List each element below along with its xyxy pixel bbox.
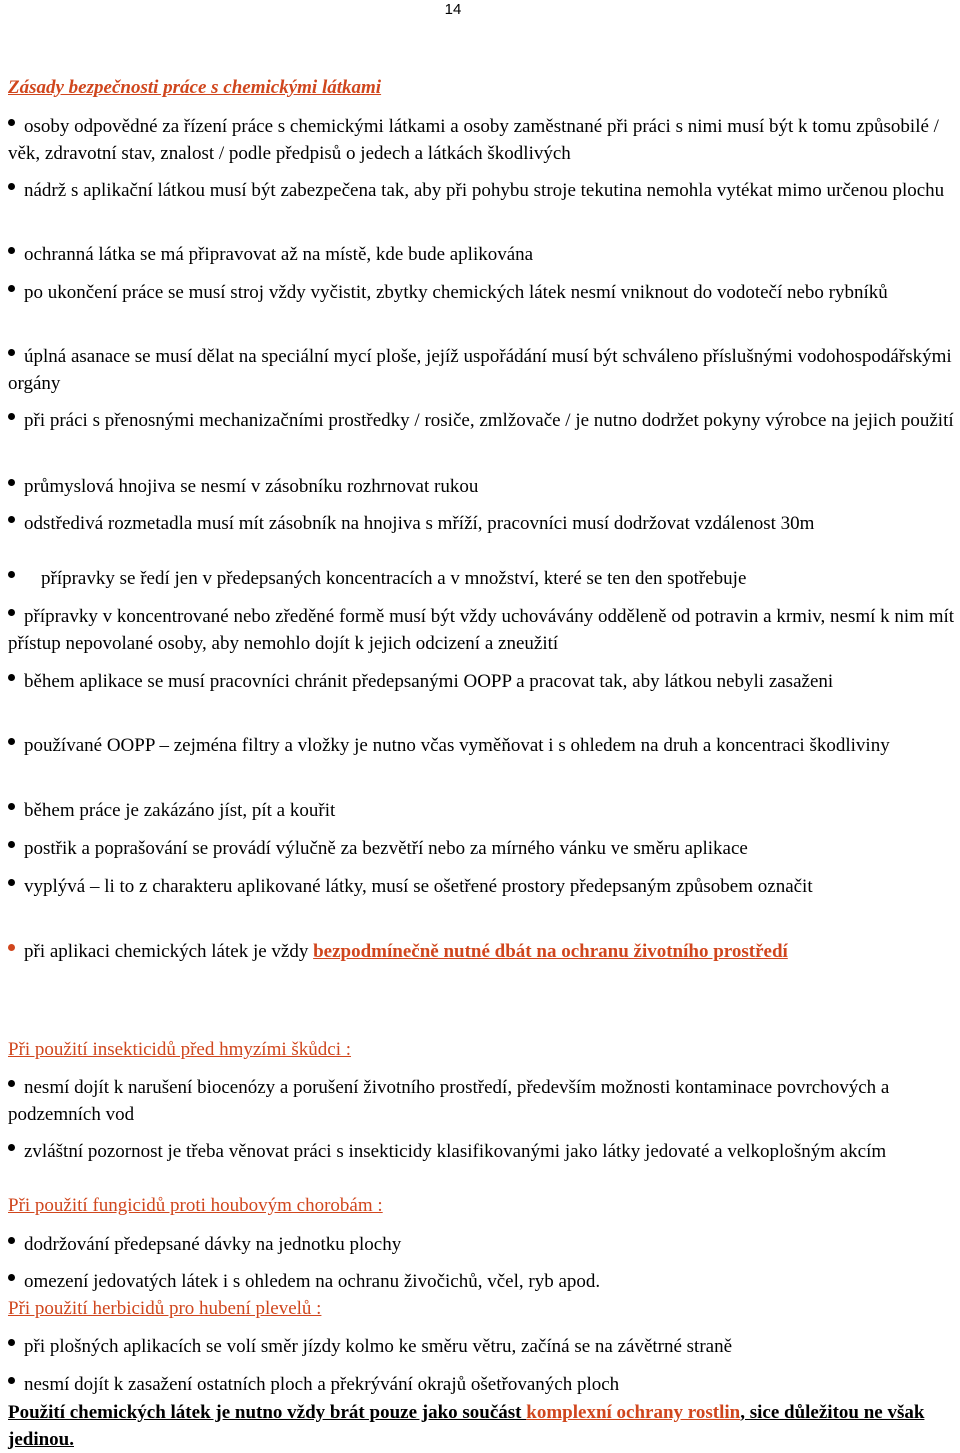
bullet-icon xyxy=(8,1274,15,1281)
list-item xyxy=(8,732,958,759)
list-item xyxy=(8,1333,958,1360)
list-item-text: dodržování předepsané dávky na jednotku plochy xyxy=(24,1234,402,1255)
list-item xyxy=(8,241,958,268)
bullet-icon xyxy=(8,479,15,486)
list-item-text: přípravky se ředí jen v předepsaných koncentracích a v množství, které se ten den spotřebuje xyxy=(41,568,747,589)
list-item xyxy=(8,510,958,537)
list-item-text: postřik a poprašování se provádí výlučně za bezvětří nebo za mírného vánku ve směru aplikace xyxy=(24,838,748,859)
bullet-icon xyxy=(8,841,15,848)
bullet-icon xyxy=(8,1377,15,1384)
insecticides-heading: Při použití insekticidů před hmyzími škůdci : xyxy=(8,1039,352,1060)
bullet-icon xyxy=(8,944,15,951)
bullet-icon xyxy=(8,516,15,523)
list-item-text: vyplývá – li to z charakteru aplikované látky, musí se ošetřené prostory předepsaným způsobem označit xyxy=(24,876,813,897)
bullet-icon xyxy=(8,1144,15,1151)
list-item xyxy=(8,1138,958,1165)
list-item-text: nádrž s aplikační látkou musí být zabezpečena tak, aby při pohybu stroje tekutina nemohla vytékat mimo určenou plochu xyxy=(24,180,945,201)
list-item-text: při práci s přenosnými mechanizačními prostředky / rosiče, zmlžovače / je nutno dodržet pokyny výrobce na jejich použití xyxy=(24,410,954,431)
list-item-text: během aplikace se musí pracovníci chránit předepsanými OOPP a pracovat tak, aby látkou nebyli zasaženi xyxy=(24,671,834,692)
list-item-text: používané OOPP – zejména filtry a vložky je nutno včas vyměňovat i s ohledem na druh a koncentraci škodliviny xyxy=(24,735,890,756)
list-item xyxy=(8,668,958,695)
bullet-icon xyxy=(8,1237,15,1244)
list-item-text: odstředivá rozmetadla musí mít zásobník na hnojiva s mříží, pracovníci musí dodržovat vzdálenost 30m xyxy=(24,513,815,534)
bullet-icon xyxy=(8,119,15,126)
list-item-text: při plošných aplikacích se volí směr jízdy kolmo ke směru větru, začíná se na závětrné straně xyxy=(24,1336,733,1357)
list-item xyxy=(8,279,958,306)
page-number: 14 xyxy=(444,1,462,18)
list-item-text: průmyslová hnojiva se nesmí v zásobníku rozhrnovat rukou xyxy=(24,476,479,497)
list-item xyxy=(8,177,958,204)
bullet-icon xyxy=(8,674,15,681)
list-item xyxy=(8,603,958,657)
bullet-icon xyxy=(8,285,15,292)
list-item xyxy=(8,1231,958,1258)
list-item-text: nesmí dojít k narušení biocenózy a porušení životního prostředí, především možnosti kontaminace povrchových a podzemních vod xyxy=(8,1077,890,1125)
list-item xyxy=(8,343,958,397)
final-statement xyxy=(8,1399,958,1453)
bullet-icon xyxy=(8,803,15,810)
bullet-icon xyxy=(8,879,15,886)
final-statement-part3: , sice důležitou ne však jedinou. xyxy=(8,1402,925,1450)
list-item-text: během práce je zakázáno jíst, pít a kouřit xyxy=(24,800,336,821)
list-item-text: omezení jedovatých látek i s ohledem na ochranu živočichů, včel, ryb apod. xyxy=(24,1271,601,1292)
bullet-icon xyxy=(8,247,15,254)
list-item-text: po ukončení práce se musí stroj vždy vyčistit, zbytky chemických látek nesmí vniknout do vodotečí nebo rybníků xyxy=(24,282,888,303)
list-item xyxy=(8,873,958,900)
bullet-icon xyxy=(8,183,15,190)
list-item xyxy=(8,1268,958,1295)
bullet-icon xyxy=(8,413,15,420)
list-item-text: úplná asanace se musí dělat na speciální mycí ploše, jejíž uspořádání musí být schváleno příslušnými vodohospodářskými orgány xyxy=(8,346,952,394)
list-item-text: zvláštní pozornost je třeba věnovat práci s insekticidy klasifikovanými jako látky jedovaté a velkoplošným akcím xyxy=(24,1141,887,1162)
bullet-icon xyxy=(8,609,15,616)
list-item-text: osoby odpovědné za řízení práce s chemickými látkami a osoby zaměstnané při práci s nimi musí být k tomu způsobilé / věk, zdravotní stav, znalost / podle předpisů o jedech a látkách škodlivých xyxy=(8,116,939,164)
list-item-text: přípravky v koncentrované nebo zředěné formě musí být vždy uchovávány odděleně od potravin a krmiv, nesmí k nim mít přístup nepovolané osoby, aby nemohlo dojít k jejich odcizení a zneužití xyxy=(8,606,955,654)
list-item xyxy=(8,565,958,592)
list-item xyxy=(8,407,958,434)
bullet-icon xyxy=(8,349,15,356)
bullet-icon xyxy=(8,1339,15,1346)
herbicides-heading: Při použití herbicidů pro hubení plevelů : xyxy=(8,1298,322,1319)
bullet-icon xyxy=(8,738,15,745)
final-statement-emphasis: komplexní ochrany rostlin xyxy=(526,1402,741,1423)
environment-emphasis: bezpodmínečně nutné dbát na ochranu životního prostředí xyxy=(313,941,788,962)
list-item xyxy=(8,1074,958,1128)
list-item-text: nesmí dojít k zasažení ostatních ploch a překrývání okrajů ošetřovaných ploch xyxy=(24,1374,620,1395)
list-item xyxy=(8,113,958,167)
page-title: Zásady bezpečnosti práce s chemickými látkami xyxy=(8,77,382,98)
environment-item xyxy=(8,938,958,965)
list-item xyxy=(8,473,958,500)
list-item xyxy=(8,797,958,824)
list-item xyxy=(8,1371,958,1398)
bullet-icon xyxy=(8,1080,15,1087)
fungicides-heading: Při použití fungicidů proti houbovým chorobám : xyxy=(8,1195,383,1216)
environment-item-prefix: při aplikaci chemických látek je vždy xyxy=(24,941,314,962)
list-item-text: ochranná látka se má připravovat až na místě, kde bude aplikována xyxy=(24,244,534,265)
list-item xyxy=(8,835,958,862)
bullet-icon xyxy=(8,571,15,578)
final-statement-part1: Použití chemických látek je nutno vždy brát pouze jako součást xyxy=(8,1402,527,1423)
